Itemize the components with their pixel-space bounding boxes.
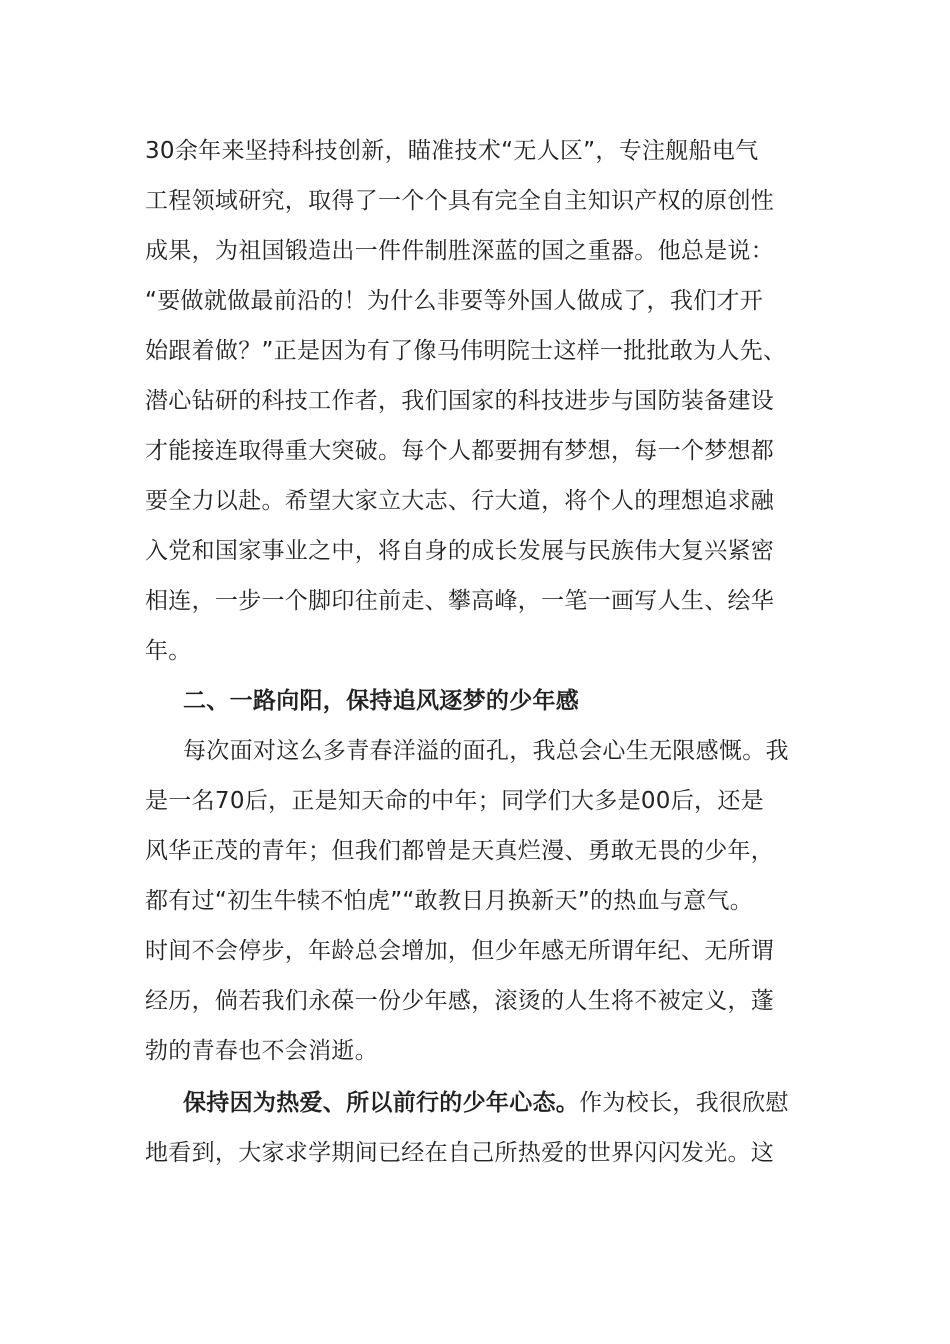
body-line: 相连，一步一个脚印往前走、攀高峰，一笔一画写人生、绘华 [145, 588, 775, 614]
body-line: 成果，为祖国锻造出一件件制胜深蓝的国之重器。他总是说： [145, 238, 775, 264]
body-line: 入党和国家事业之中，将自身的成长发展与民族伟大复兴紧密 [145, 538, 775, 564]
body-line: 要全力以赴。希望大家立大志、行大道，将个人的理想追求融 [145, 488, 775, 514]
paragraph-continuation: 作为校长，我很欣慰 [579, 1090, 789, 1116]
paragraph-line [183, 1088, 863, 1118]
body-line: 勃的青春也不会消逝。 [145, 1038, 378, 1064]
body-line: 才能接连取得重大突破。每个人都要拥有梦想，每一个梦想都 [145, 438, 775, 464]
section-heading: 二、一路向阳，保持追风逐梦的少年感 [183, 688, 580, 714]
body-line: 每次面对这么多青春洋溢的面孔，我总会心生无限感慨。我 [183, 738, 789, 764]
body-line: 都有过“初生牛犊不怕虎”“敢教日月换新天”的热血与意气。 [145, 888, 754, 914]
body-line: 始跟着做？”正是因为有了像马伟明院士这样一批批敢为人先、 [145, 338, 787, 364]
body-line: 风华正茂的青年；但我们都曾是天真烂漫、勇敢无畏的少年， [145, 838, 775, 864]
body-line: 工程领域研究，取得了一个个具有完全自主知识产权的原创性 [145, 188, 775, 214]
body-line: 30余年来坚持科技创新，瞄准技术“无人区”，专注舰船电气 [145, 138, 759, 164]
body-line: “要做就做最前沿的！为什么非要等外国人做成了，我们才开 [145, 288, 764, 314]
body-line: 地看到，大家求学期间已经在自己所热爱的世界闪闪发光。这 [145, 1140, 775, 1166]
body-line: 潜心钻研的科技工作者，我们国家的科技进步与国防装备建设 [145, 388, 775, 414]
body-line: 经历，倘若我们永葆一份少年感，滚烫的人生将不被定义，蓬 [145, 988, 775, 1014]
bold-lead-sentence: 保持因为热爱、所以前行的少年心态。 [183, 1090, 580, 1116]
body-line: 年。 [145, 638, 192, 664]
body-line: 是一名70后，正是知天命的中年；同学们大多是00后，还是 [145, 788, 764, 814]
body-line: 时间不会停步，年龄总会增加，但少年感无所谓年纪、无所谓 [145, 938, 775, 964]
